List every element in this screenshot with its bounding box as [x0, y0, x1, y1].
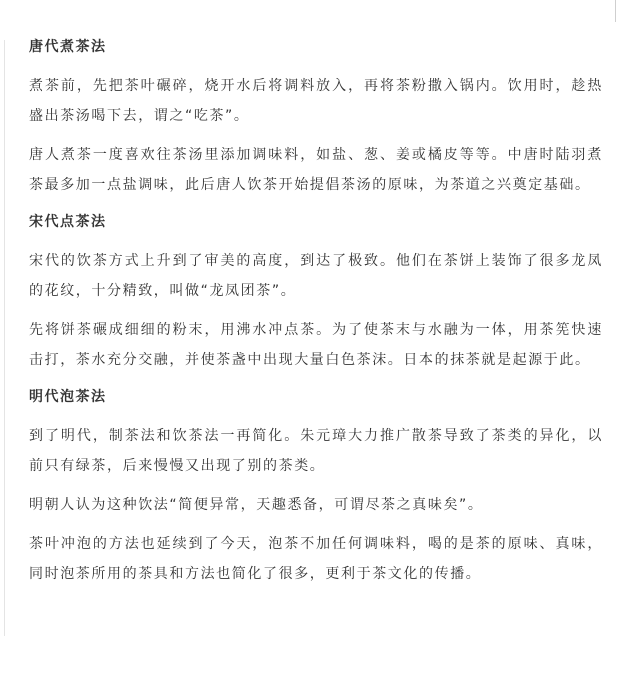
section-heading: 唐代煮茶法: [29, 39, 107, 55]
section-tang: [29, 34, 603, 200]
left-border-line: [4, 40, 5, 636]
paragraph: 到了明代，制茶法和饮茶法一再简化。朱元璋大力推广散茶导致了茶类的异化，以前只有绿茶，后来慢慢又出现了别的茶类。: [29, 428, 603, 474]
paragraph: 宋代的饮茶方式上升到了审美的高度，到达了极致。他们在茶饼上装饰了很多龙凤的花纹，十分精致，叫做“龙凤团茶”。: [29, 253, 603, 299]
scroll-edge-line: [615, 0, 616, 22]
paragraph: 煮茶前，先把茶叶碾碎，烧开水后将调料放入，再将茶粉撒入锅内。饮用时，趁热盛出茶汤喝下去，谓之“吃茶”。: [29, 78, 603, 124]
section-heading: 宋代点茶法: [29, 214, 107, 230]
section-song: [29, 209, 603, 375]
article-body: [29, 34, 603, 598]
section-ming: [29, 384, 603, 589]
paragraph: 茶叶冲泡的方法也延续到了今天，泡茶不加任何调味料，喝的是茶的原味、真味，同时泡茶所用的茶具和方法也简化了很多，更利于茶文化的传播。: [29, 536, 603, 582]
paragraph: 唐人煮茶一度喜欢往茶汤里添加调味料，如盐、葱、姜或橘皮等等。中唐时陆羽煮茶最多加一点盐调味，此后唐人饮茶开始提倡茶汤的原味，为茶道之兴奠定基础。: [29, 147, 603, 193]
paragraph: 先将饼茶碾成细细的粉末，用沸水冲点茶。为了使茶末与水融为一体，用茶筅快速击打，茶水充分交融，并使茶盏中出现大量白色茶沫。日本的抹茶就是起源于此。: [29, 322, 603, 368]
paragraph: 明朝人认为这种饮法“简便异常，天趣悉备，可谓尽茶之真味矣”。: [29, 497, 484, 513]
section-heading: 明代泡茶法: [29, 389, 107, 405]
